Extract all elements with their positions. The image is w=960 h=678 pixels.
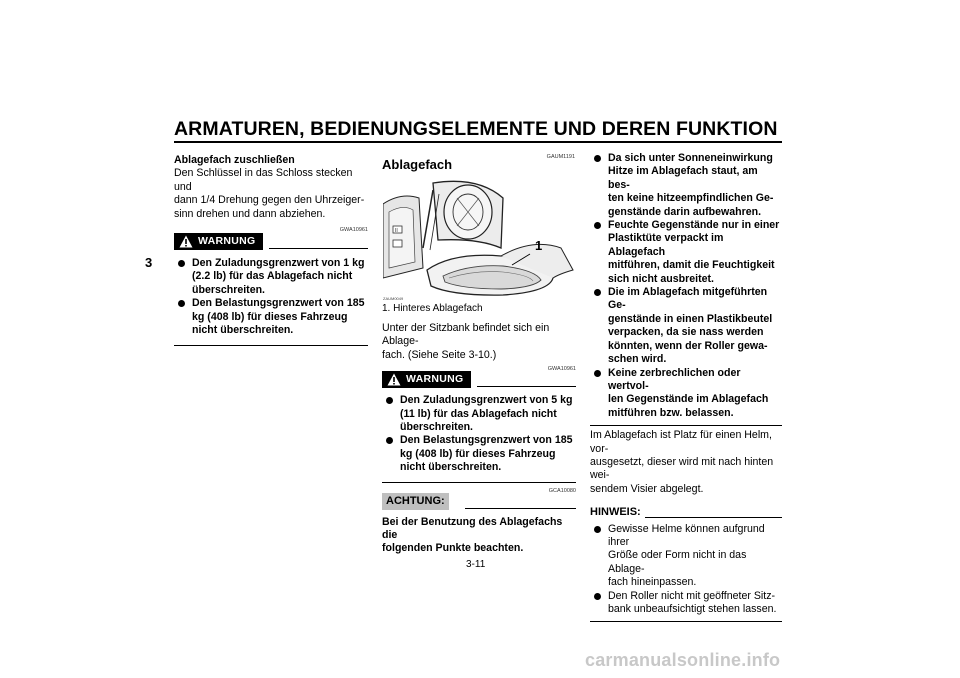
warning-header (174, 233, 368, 250)
list-item (174, 257, 368, 297)
achtung-line: folgenden Punkte beachten. (382, 542, 524, 555)
list-line: Feuchte Gegenstände nur in einer (608, 219, 780, 232)
list-line: überschreiten. (192, 283, 266, 296)
list-line: kg (408 lb) für dieses Fahrzeug (192, 310, 348, 323)
left-column (174, 154, 368, 346)
bullet-icon (178, 300, 185, 307)
middle-para-line: fach. (Siehe Seite 3-10.) (382, 348, 497, 361)
figure-callout-number: 1 (535, 238, 543, 253)
bullet-icon (594, 155, 601, 162)
section-code: GAUM1191 (546, 154, 575, 160)
list-line: Den Belastungsgrenzwert von 185 (400, 434, 573, 447)
list-line: (2.2 lb) für das Ablagefach nicht (192, 270, 353, 283)
header-rule (174, 141, 782, 143)
warning-code: GWA10961 (547, 366, 576, 373)
right-para-line: Im Ablagefach ist Platz für einen Helm, vor- (590, 429, 772, 455)
list-item (590, 286, 782, 366)
right-para-line: sendem Visier abgelegt. (590, 482, 704, 495)
list-item (590, 219, 782, 286)
left-para-line: dann 1/4 Drehung gegen den Uhrzeiger- (174, 194, 365, 207)
list-line: mitführen, damit die Feuchtigkeit (608, 259, 775, 272)
list-line: genstände darin aufbewahren. (608, 205, 762, 218)
achtung-text (382, 516, 576, 556)
right-paragraph (590, 429, 782, 496)
warning-header (382, 371, 576, 388)
bullet-icon (386, 397, 393, 404)
list-line: Hitze im Ablagefach staut, am bes- (608, 165, 758, 191)
figure-caption: 1. Hinteres Ablagefach (382, 303, 483, 314)
list-item (590, 590, 782, 617)
figure-code: ZAUM0049 (383, 296, 404, 301)
storage-compartment-illustration (383, 178, 575, 302)
list-item (382, 394, 576, 434)
list-line: Plastiktüte verpackt im Ablagefach (608, 232, 724, 258)
warning-end-rule (382, 482, 576, 483)
bullet-icon (178, 260, 185, 267)
list-item (590, 152, 782, 219)
list-item (590, 523, 782, 590)
list-line: ten keine hitzeempfindlichen Ge- (608, 192, 774, 205)
achtung-line: Bei der Benutzung des Ablagefachs die (382, 515, 563, 542)
achtung-rule (465, 508, 576, 509)
list-line: Die im Ablagefach mitgeführten Ge- (608, 286, 768, 312)
list-line: Den Zuladungsgrenzwert von 5 kg (400, 394, 573, 407)
bullet-icon (594, 289, 601, 296)
left-para-line: Den Schlüssel in das Schloss stecken und (174, 167, 353, 193)
warning-label-text: WARNUNG (198, 235, 256, 248)
list-line: überschreiten. (400, 421, 474, 434)
hinweis-rule (645, 517, 782, 518)
hinweis-title: HINWEIS: (590, 506, 641, 519)
warning-rule (477, 386, 576, 387)
list-line: nicht überschreiten. (192, 324, 294, 337)
bullet-icon (386, 437, 393, 444)
chapter-number: 3 (145, 255, 153, 270)
warning-label (174, 233, 263, 250)
left-para-line: sinn drehen und dann abziehen. (174, 207, 326, 220)
list-item (382, 434, 576, 474)
warning-code: GWA10961 (339, 227, 368, 234)
list-line: Keine zerbrechlichen oder wertvol- (608, 366, 741, 392)
hinweis-list (590, 523, 782, 617)
achtung-label: ACHTUNG: (382, 493, 449, 510)
list-line: könnten, wenn der Roller gewa- (608, 339, 768, 352)
warning-rule (269, 248, 368, 249)
hinweis-end-rule (590, 621, 782, 622)
warning-label-text: WARNUNG (406, 373, 464, 386)
list-line: kg (408 lb) für dieses Fahrzeug (400, 447, 556, 460)
warning-end-rule (174, 345, 368, 346)
achtung-header (382, 493, 576, 510)
bullet-icon (594, 370, 601, 377)
section-title: Ablagefach (382, 157, 453, 172)
left-warning-list (174, 257, 368, 337)
left-heading: Ablagefach zuschließen (174, 154, 295, 166)
middle-para-line: Unter der Sitzbank befindet sich ein Ablage- (382, 322, 550, 348)
list-line: sich nicht ausbreitet. (608, 272, 714, 285)
list-line: verpacken, da sie nass werden (608, 326, 764, 339)
list-line: genstände in einen Plastikbeutel (608, 312, 773, 325)
hinweis-header (590, 506, 782, 519)
list-line: bank unbeaufsichtigt stehen lassen. (608, 603, 777, 615)
bullet-icon (594, 526, 601, 533)
list-line: nicht überschreiten. (400, 461, 502, 474)
list-line: mitführen bzw. belassen. (608, 406, 734, 419)
page-title: ARMATUREN, BEDIENUNGSELEMENTE UND DEREN FUNKTION (174, 118, 778, 140)
achtung-code: GCA10080 (548, 487, 576, 494)
bullet-icon (594, 222, 601, 229)
svg-text:II: II (395, 228, 398, 234)
list-line: Den Zuladungsgrenzwert von 1 kg (192, 257, 365, 270)
right-column (590, 152, 782, 622)
page-number: 3-11 (466, 559, 486, 570)
list-line: fach hineinpassen. (608, 576, 697, 589)
warning-triangle-icon (387, 373, 401, 386)
achtung-list (590, 152, 782, 420)
middle-warning-list (382, 394, 576, 474)
bullet-icon (594, 593, 601, 600)
list-item (590, 367, 782, 421)
list-line: Größe oder Form nicht in das Ablage- (608, 549, 747, 575)
list-item (174, 297, 368, 337)
list-line: Da sich unter Sonneneinwirkung (608, 152, 773, 164)
list-line: Gewisse Helme können aufgrund ihrer (608, 522, 765, 548)
warning-label (382, 371, 471, 388)
warning-triangle-icon (179, 235, 193, 248)
list-line: Den Belastungsgrenzwert von 185 (192, 297, 365, 310)
watermark: carmanualsonline.info (585, 650, 781, 670)
middle-column (382, 322, 576, 556)
list-line: (11 lb) für das Ablagefach nicht (400, 407, 557, 420)
list-line: schen wird. (608, 353, 667, 366)
list-line: Den Roller nicht mit geöffneter Sitz- (608, 589, 776, 602)
list-line: len Gegenstände im Ablagefach (608, 393, 769, 406)
right-para-line: ausgesetzt, dieser wird mit nach hinten wei- (590, 455, 774, 482)
achtung-end-rule (590, 425, 782, 426)
